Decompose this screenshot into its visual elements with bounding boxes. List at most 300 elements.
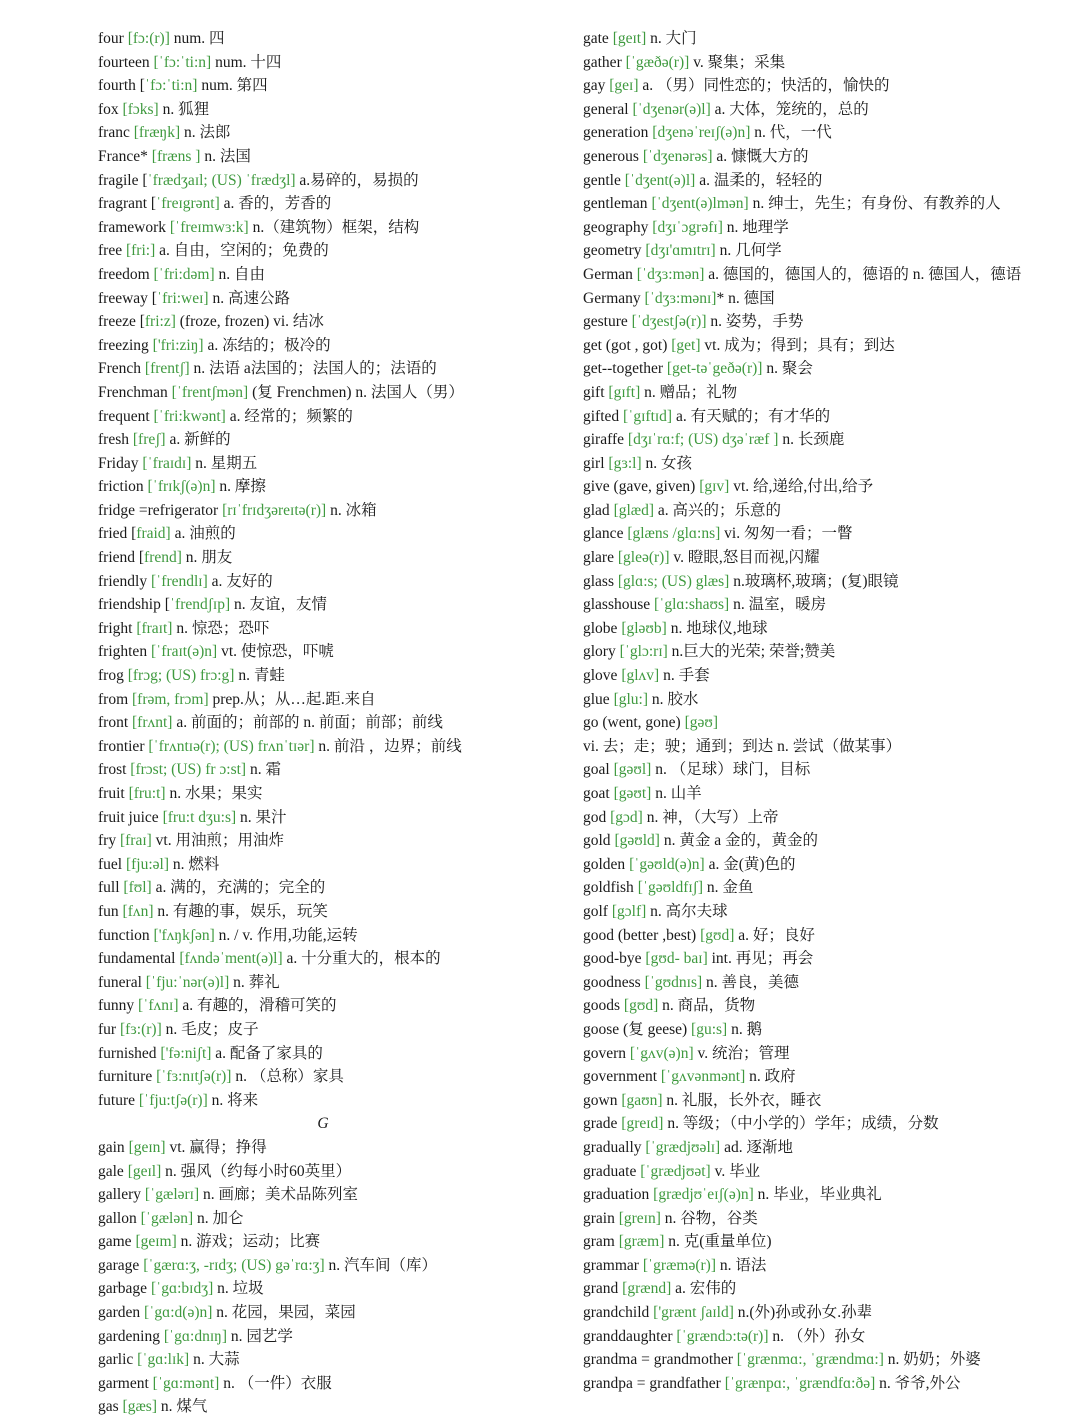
vocab-entry <box>583 239 1035 263</box>
phonetic: [fʌn] <box>122 902 154 920</box>
phonetic: [ˈgæðə(r)] <box>625 53 690 71</box>
definition: n. 将来 <box>211 1091 259 1109</box>
vocab-entry <box>98 1089 548 1113</box>
definition: n. 神，（大写）上帝 <box>646 808 779 826</box>
phonetic: [gəʊt] <box>613 785 652 802</box>
vocab-entry <box>98 640 548 664</box>
vocab-entry <box>583 169 1035 193</box>
definition: v. 瞪眼,怒目而视,闪耀 <box>673 549 820 567</box>
definition: int. 再见；再会 <box>711 950 814 968</box>
definition: a. 宏伟的 <box>675 1280 737 1298</box>
definition: n. 有趣的事，娱乐，玩笑 <box>157 902 328 920</box>
headword: fragile [ <box>98 171 148 189</box>
phonetic: [fɔ:(r)] <box>127 30 170 47</box>
vocab-entry <box>98 971 548 995</box>
phonetic: [græm] <box>618 1233 665 1251</box>
phonetic: [glæns /glɑ:ns] <box>627 525 721 543</box>
headword: good-bye <box>583 950 642 968</box>
vocab-entry <box>98 1277 548 1301</box>
phonetic: [ˈdʒenərəs] <box>642 147 713 165</box>
definition: vt. 给,递给,付出,给予 <box>733 478 874 496</box>
definition: ad. 逐渐地 <box>724 1138 793 1156</box>
phonetic: [dʒɪˈrɑ:f; (US) dʒəˈræf ] <box>627 431 779 449</box>
headword: grandma = grandmother <box>583 1351 733 1369</box>
definition: n. 燃料 <box>172 855 220 873</box>
definition: n. 赠品；礼物 <box>644 383 738 401</box>
headword: goodness <box>583 973 641 991</box>
definition: n. 代，一代 <box>754 124 832 142</box>
definition: n. 语法 <box>719 1256 767 1274</box>
phonetic: [fɜ:(r)] <box>119 1020 162 1038</box>
headword: gift <box>583 383 605 401</box>
phonetic: [ˈgrændɔ:tə(r)] <box>676 1327 769 1345</box>
phonetic: [ˈgɑ:bɪdʒ] <box>150 1280 214 1298</box>
headword: garment <box>98 1374 149 1392</box>
headword: globe <box>583 619 618 637</box>
vocab-entry <box>583 758 1035 782</box>
definition: n.（建筑物）框架，结构 <box>252 218 420 236</box>
phonetic: [fræŋk] <box>133 124 181 142</box>
vocab-entry <box>98 51 548 75</box>
definition: n. 聚会 <box>766 360 813 378</box>
phonetic: [geɪn] <box>128 1138 166 1156</box>
headword: glory <box>583 643 616 661</box>
definition: a. 德国的，德国人的，德语的 n. 德国人，德语 <box>708 265 1022 283</box>
definition: a. 友好的 <box>211 572 273 590</box>
headword: frequent <box>98 407 150 425</box>
definition: n.巨大的光荣; 荣誉;赞美 <box>671 643 836 661</box>
vocab-entry <box>98 405 548 429</box>
left-column <box>98 27 548 1419</box>
headword: garlic <box>98 1351 134 1369</box>
headword: furnished <box>98 1044 157 1062</box>
definition: n. 商品，货物 <box>662 997 756 1015</box>
phonetic: [ˈgrædjʊət] <box>640 1162 711 1180</box>
vocab-entry <box>98 1018 548 1042</box>
vocab-entry <box>98 357 548 381</box>
headword: glasshouse <box>583 596 651 614</box>
phonetic: [geɪ] <box>609 77 639 95</box>
phonetic: [grænd] <box>622 1280 672 1298</box>
definition: (复 Frenchmen) n. 法国人（男） <box>252 383 464 401</box>
headword: goat <box>583 785 610 802</box>
definition: n. 奶奶；外婆 <box>887 1351 981 1369</box>
vocab-entry <box>98 1207 548 1231</box>
headword: gay <box>583 77 606 95</box>
vocab-entry <box>583 1089 1035 1113</box>
definition: n. 法郎 <box>184 124 231 142</box>
vocab-entry <box>583 570 1035 594</box>
vocab-entry <box>583 475 1035 499</box>
vocab-entry <box>98 1395 548 1419</box>
vocab-entry <box>583 1372 1035 1396</box>
phonetic: [dʒenəˈreɪʃ(ə)n] <box>652 124 751 142</box>
headword: framework <box>98 218 166 236</box>
vocab-entry <box>98 617 548 641</box>
phonetic: [greɪn] <box>618 1209 661 1227</box>
headword: gas <box>98 1398 119 1416</box>
headword: frog <box>98 667 124 685</box>
phonetic: [fri:] <box>125 242 156 260</box>
definition: a. 十分重大的，根本的 <box>286 950 441 968</box>
definition: a. 配备了家具的 <box>215 1044 323 1062</box>
headword: front <box>98 714 129 732</box>
definition: n. 霜 <box>249 761 281 779</box>
vocab-entry <box>583 405 1035 429</box>
headword: get (got , got) <box>583 336 668 354</box>
vocab-entry <box>98 263 548 287</box>
phonetic: [ˈgɑ:d(ə)n] <box>144 1304 213 1322</box>
definition: a. 好；良好 <box>738 926 815 944</box>
definition: a. 金(黄)色的 <box>708 855 796 873</box>
phonetic: [glu:] <box>613 690 648 708</box>
vocab-entry <box>583 121 1035 145</box>
phonetic: [fʌndəˈment(ə)l] <box>179 950 283 968</box>
vocab-entry <box>98 1254 548 1278</box>
headword: gallery <box>98 1186 142 1204</box>
definition: n. 星期五 <box>195 454 258 472</box>
definition: a. 有趣的，滑稽可笑的 <box>182 997 337 1015</box>
definition: n. 煤气 <box>160 1398 208 1416</box>
definition: n. （足球）球门，目标 <box>655 761 811 779</box>
phonetic: ˈfreɪgrənt] <box>156 195 220 213</box>
vocab-entry <box>583 1301 1035 1325</box>
headword: four <box>98 30 124 47</box>
phonetic: [geɪm] <box>135 1233 177 1251</box>
headword: fridge =refrigerator <box>98 501 223 519</box>
vocab-entry <box>98 98 548 122</box>
phonetic: [glæd] <box>613 501 655 519</box>
headword: gate <box>583 30 609 47</box>
phonetic: [ˈfri:kwənt] <box>153 407 226 425</box>
vocab-entry <box>98 1230 548 1254</box>
headword: govern <box>583 1044 627 1062</box>
phonetic: [ˈgælən] <box>140 1209 194 1227</box>
headword: friendship [ <box>98 596 170 614</box>
phonetic: [ˈgʌvənmənt] <box>660 1068 746 1086</box>
headword: fruit <box>98 785 125 802</box>
vocab-entry <box>98 1348 548 1372</box>
vocab-entry <box>98 876 548 900</box>
definition: n. 园艺学 <box>230 1327 293 1345</box>
phonetic: ['grænt ʃaɪld] <box>653 1304 734 1322</box>
phonetic: ˈfrædʒaɪl; (US) ˈfrædʒl] <box>147 171 296 189</box>
phonetic: [ˈfɜ:nɪtʃə(r)] <box>156 1068 232 1086</box>
phonetic: [ˈgrænpɑ:, ˈgrændfɑ:ðə] <box>724 1374 876 1392</box>
phonetic: [ˈgræmə(r)] <box>642 1256 716 1274</box>
vocab-entry <box>98 1301 548 1325</box>
definition: n. 游戏；运动；比赛 <box>180 1233 321 1251</box>
phonetic: [ˈfri:dəm] <box>153 265 215 283</box>
vocab-entry <box>583 829 1035 853</box>
headword: fuel <box>98 855 123 873</box>
vocab-entry <box>98 711 548 735</box>
phonetic: [ˈglɔ:rɪ] <box>619 643 668 661</box>
vocab-entry <box>583 1018 1035 1042</box>
vocab-entry <box>98 664 548 688</box>
vocab-entry <box>583 971 1035 995</box>
definition: a. 经常的；频繁的 <box>229 407 353 425</box>
phonetic: [ˈdʒɜ:mən] <box>636 265 705 283</box>
vocab-entry <box>98 900 548 924</box>
definition: num. 四 <box>173 30 225 47</box>
phonetic: [ˈfju:tʃə(r)] <box>138 1091 208 1109</box>
phonetic: [gəʊld] <box>614 832 660 850</box>
headword: geometry <box>583 242 642 260</box>
headword: gifted <box>583 407 620 425</box>
headword: grand <box>583 1280 619 1298</box>
definition: vi. 去；走；驶；通到；到达 n. 尝试（做某事） <box>583 737 902 755</box>
headword: franc <box>98 124 130 142</box>
headword: Germany <box>583 289 641 307</box>
phonetic: [dʒɪ'ɑmɪtrɪ] <box>645 242 716 260</box>
definition: a. 高兴的；乐意的 <box>657 501 782 519</box>
headword: gale <box>98 1162 124 1180</box>
definition: num. 第四 <box>201 77 268 95</box>
definition: a. 前面的；前部的 n. 前面；前部；前线 <box>176 714 443 732</box>
vocab-entry <box>583 263 1035 287</box>
vocab-entry <box>583 1183 1035 1207</box>
phonetic: [frʌnt] <box>132 714 173 732</box>
headword: generation <box>583 124 649 142</box>
headword: full <box>98 879 120 897</box>
definition: n. 姿势，手势 <box>710 313 804 331</box>
vocab-entry <box>583 853 1035 877</box>
definition: n. 鹅 <box>731 1020 763 1038</box>
headword: fundamental <box>98 950 176 968</box>
vocab-entry <box>583 98 1035 122</box>
vocab-entry <box>583 593 1035 617</box>
vocab-entry <box>98 452 548 476</box>
headword: free <box>98 242 123 260</box>
vocab-entry <box>98 1325 548 1349</box>
phonetic: ˈfɔ:ˈti:n] <box>144 77 198 95</box>
headword: German <box>583 265 633 283</box>
phonetic: [gəʊ] <box>684 714 719 732</box>
phonetic: [gleə(r)] <box>617 549 670 567</box>
headword: fried [ <box>98 525 137 543</box>
definition: n. 大蒜 <box>193 1351 240 1369</box>
headword: from <box>98 690 129 708</box>
phonetic: [ˈgɪftɪd] <box>623 407 673 425</box>
vocab-entry <box>583 1160 1035 1184</box>
headword: frighten <box>98 643 148 661</box>
definition: n. 果汁 <box>240 808 287 826</box>
definition: vi. 匆匆一看；一瞥 <box>724 525 853 543</box>
phonetic: [geɪl] <box>127 1162 162 1180</box>
phonetic: [gləʊb] <box>621 619 667 637</box>
vocab-entry <box>98 994 548 1018</box>
vocab-entry <box>583 688 1035 712</box>
headword: fry <box>98 832 117 850</box>
definition: n. （一件）衣服 <box>223 1374 332 1392</box>
phonetic: [fraɪ] <box>119 832 152 850</box>
definition: n. 加仑 <box>197 1209 244 1227</box>
headword: frontier <box>98 737 145 755</box>
phonetic: [ˈfrentʃmən] <box>171 383 249 401</box>
vocab-entry <box>98 806 548 830</box>
vocab-entry <box>98 334 548 358</box>
headword: gold <box>583 832 611 850</box>
phonetic: [ˈdʒent(ə)l] <box>624 171 696 189</box>
vocab-entry <box>98 853 548 877</box>
phonetic: [gʊd] <box>700 926 735 944</box>
phonetic: [rɪˈfrɪdʒəreɪtə(r)] <box>222 501 327 519</box>
vocab-entry <box>98 216 548 240</box>
vocab-entry <box>583 381 1035 405</box>
phonetic: [get] <box>671 336 701 354</box>
phonetic: [frɔst; (US) fr ɔ:st] <box>130 761 247 779</box>
headword: French <box>98 360 142 378</box>
phonetic: [ˈfju:ˈnər(ə)l] <box>145 973 230 991</box>
definition: n. 谷物，谷类 <box>664 1209 758 1227</box>
phonetic: [ˈfrendlɪ] <box>150 572 208 590</box>
definition: a. 慷慨大方的 <box>716 147 809 165</box>
phonetic: [fju:əl] <box>125 855 170 873</box>
phonetic: [ˈdʒenər(ə)l] <box>632 100 711 118</box>
vocab-entry <box>583 357 1035 381</box>
phonetic: [gu:s] <box>691 1020 728 1038</box>
phonetic: [gaʊn] <box>621 1091 663 1109</box>
vocab-entry <box>98 758 548 782</box>
vocab-entry <box>98 1183 548 1207</box>
phonetic: [ˈfɔ:ˈti:n] <box>153 53 212 71</box>
definition: n. 毛皮；皮子 <box>165 1020 259 1038</box>
phonetic: [greɪd] <box>621 1115 664 1133</box>
headword: grain <box>583 1209 615 1227</box>
vocab-entry <box>583 994 1035 1018</box>
phonetic: [fraɪt] <box>136 619 173 637</box>
vocab-entry <box>583 782 1035 806</box>
definition: n. 毕业，毕业典礼 <box>757 1186 882 1204</box>
vocab-entry <box>583 617 1035 641</box>
phonetic: [ˈgəʊldfɪʃ] <box>637 879 703 897</box>
phonetic: [grædjʊˈeɪʃ(ə)n] <box>653 1186 754 1204</box>
headword: freedom <box>98 265 150 283</box>
definition: vt. 使惊恐，吓唬 <box>221 643 334 661</box>
phonetic: [ˈfrɪkʃ(ə)n] <box>147 478 216 496</box>
definition: n. 强风（约每小时60英里） <box>165 1162 352 1180</box>
definition: n. 狐狸 <box>162 100 210 118</box>
phonetic: fri:z] <box>144 313 176 331</box>
definition: n. 友谊，友情 <box>234 596 328 614</box>
definition: num. 十四 <box>215 53 282 71</box>
definition: n. 绅士，先生；有身份、有教养的人 <box>752 195 1001 213</box>
headword: golf <box>583 902 608 920</box>
phonetic: [frɔg; (US) frɔ:g] <box>127 667 235 685</box>
vocab-entry <box>98 310 548 334</box>
phonetic: [dʒɪˈɔgrəfɪ] <box>652 218 723 236</box>
headword: funny <box>98 997 135 1015</box>
phonetic: [ˈgɑ:dnɪŋ] <box>163 1327 227 1345</box>
vocab-entry <box>583 51 1035 75</box>
phonetic: [ˈgærɑ:ʒ, -rɪdʒ; (US) gəˈrɑ:ʒ] <box>143 1256 325 1274</box>
headword: graduation <box>583 1186 650 1204</box>
headword: fresh <box>98 431 129 449</box>
definition: n. 惊恐；恐吓 <box>176 619 270 637</box>
definition: n. 朋友 <box>185 549 233 567</box>
definition: n. 黄金 a 金的，黄金的 <box>663 832 818 850</box>
phonetic: [ˈglɑ:shaʊs] <box>654 596 730 614</box>
definition: n. / v. 作用,功能,运转 <box>218 926 358 944</box>
headword: fourteen <box>98 53 150 71</box>
phonetic: ˈfrendʃɪp] <box>169 596 231 614</box>
definition: a.易碎的，易损的 <box>299 171 419 189</box>
definition: n. 青蛙 <box>238 667 285 685</box>
vocab-entry <box>583 452 1035 476</box>
phonetic: [ˈgrædjʊəlɪ] <box>645 1138 721 1156</box>
phonetic: [gɜ:l] <box>608 454 642 472</box>
definition: (froze, frozen) vi. 结冰 <box>179 313 324 331</box>
vocab-entry <box>98 475 548 499</box>
headword: gown <box>583 1091 618 1109</box>
vocab-entry <box>98 1042 548 1066</box>
headword: fruit juice <box>98 808 159 826</box>
headword: goose (复 geese) <box>583 1020 688 1038</box>
headword: garage <box>98 1256 140 1274</box>
headword: fright <box>98 619 133 637</box>
vocab-entry <box>583 876 1035 900</box>
headword: fragrant [ <box>98 195 157 213</box>
vocab-entry <box>583 1230 1035 1254</box>
definition: n. 爷爷,外公 <box>879 1374 961 1392</box>
vocab-entry <box>98 145 548 169</box>
phonetic: [gʊd- baɪ] <box>645 950 708 968</box>
phonetic: [glɑ:s; (US) glæs] <box>617 572 730 590</box>
headword: garbage <box>98 1280 148 1298</box>
definition: a. 自由，空闲的；免费的 <box>159 242 329 260</box>
definition: n.(外)孙或孙女.孙辈 <box>737 1304 873 1322</box>
vocab-entry <box>98 546 548 570</box>
headword: grandpa = grandfather <box>583 1374 721 1392</box>
headword: friction <box>98 478 144 496</box>
phonetic: [freʃ] <box>132 431 166 449</box>
definition: vt. 成为；得到；具有；到达 <box>704 336 895 354</box>
phonetic: [ˈgʌv(ə)n] <box>629 1044 694 1062</box>
vocab-entry <box>583 640 1035 664</box>
vocab-entry <box>98 74 548 98</box>
vocab-entry <box>583 27 1035 51</box>
definition: n. 高速公路 <box>212 289 290 307</box>
vocab-entry <box>583 1254 1035 1278</box>
vocab-entry <box>98 1136 548 1160</box>
phonetic: [ˈfreɪmwɜ:k] <box>169 218 249 236</box>
headword: glass <box>583 572 614 590</box>
vocab-entry <box>98 428 548 452</box>
definition: a. 香的，芳香的 <box>223 195 332 213</box>
vocab-entry <box>98 121 548 145</box>
phonetic: [frəm, frɔm] <box>132 690 209 708</box>
vocab-entry <box>98 169 548 193</box>
phonetic: [ˈfʌnɪ] <box>138 997 179 1015</box>
vocab-entry <box>583 1277 1035 1301</box>
headword: gesture <box>583 313 628 331</box>
definition: n. 前沿 ，边界；前线 <box>318 737 462 755</box>
definition: n. 温室，暖房 <box>733 596 827 614</box>
definition: * n. 德国 <box>716 289 775 307</box>
headword: fourth [ <box>98 77 145 95</box>
headword: girl <box>583 454 605 472</box>
definition: n. （总称）家具 <box>235 1068 344 1086</box>
definition: v. 统治；管理 <box>697 1044 790 1062</box>
phonetic: [ˈgəʊld(ə)n] <box>629 855 705 873</box>
phonetic: frend] <box>144 549 182 567</box>
vocab-entry <box>98 192 548 216</box>
vocab-entry <box>583 1065 1035 1089</box>
vocab-entry <box>583 711 1035 758</box>
vocab-entry <box>98 829 548 853</box>
headword: get--together <box>583 360 664 378</box>
